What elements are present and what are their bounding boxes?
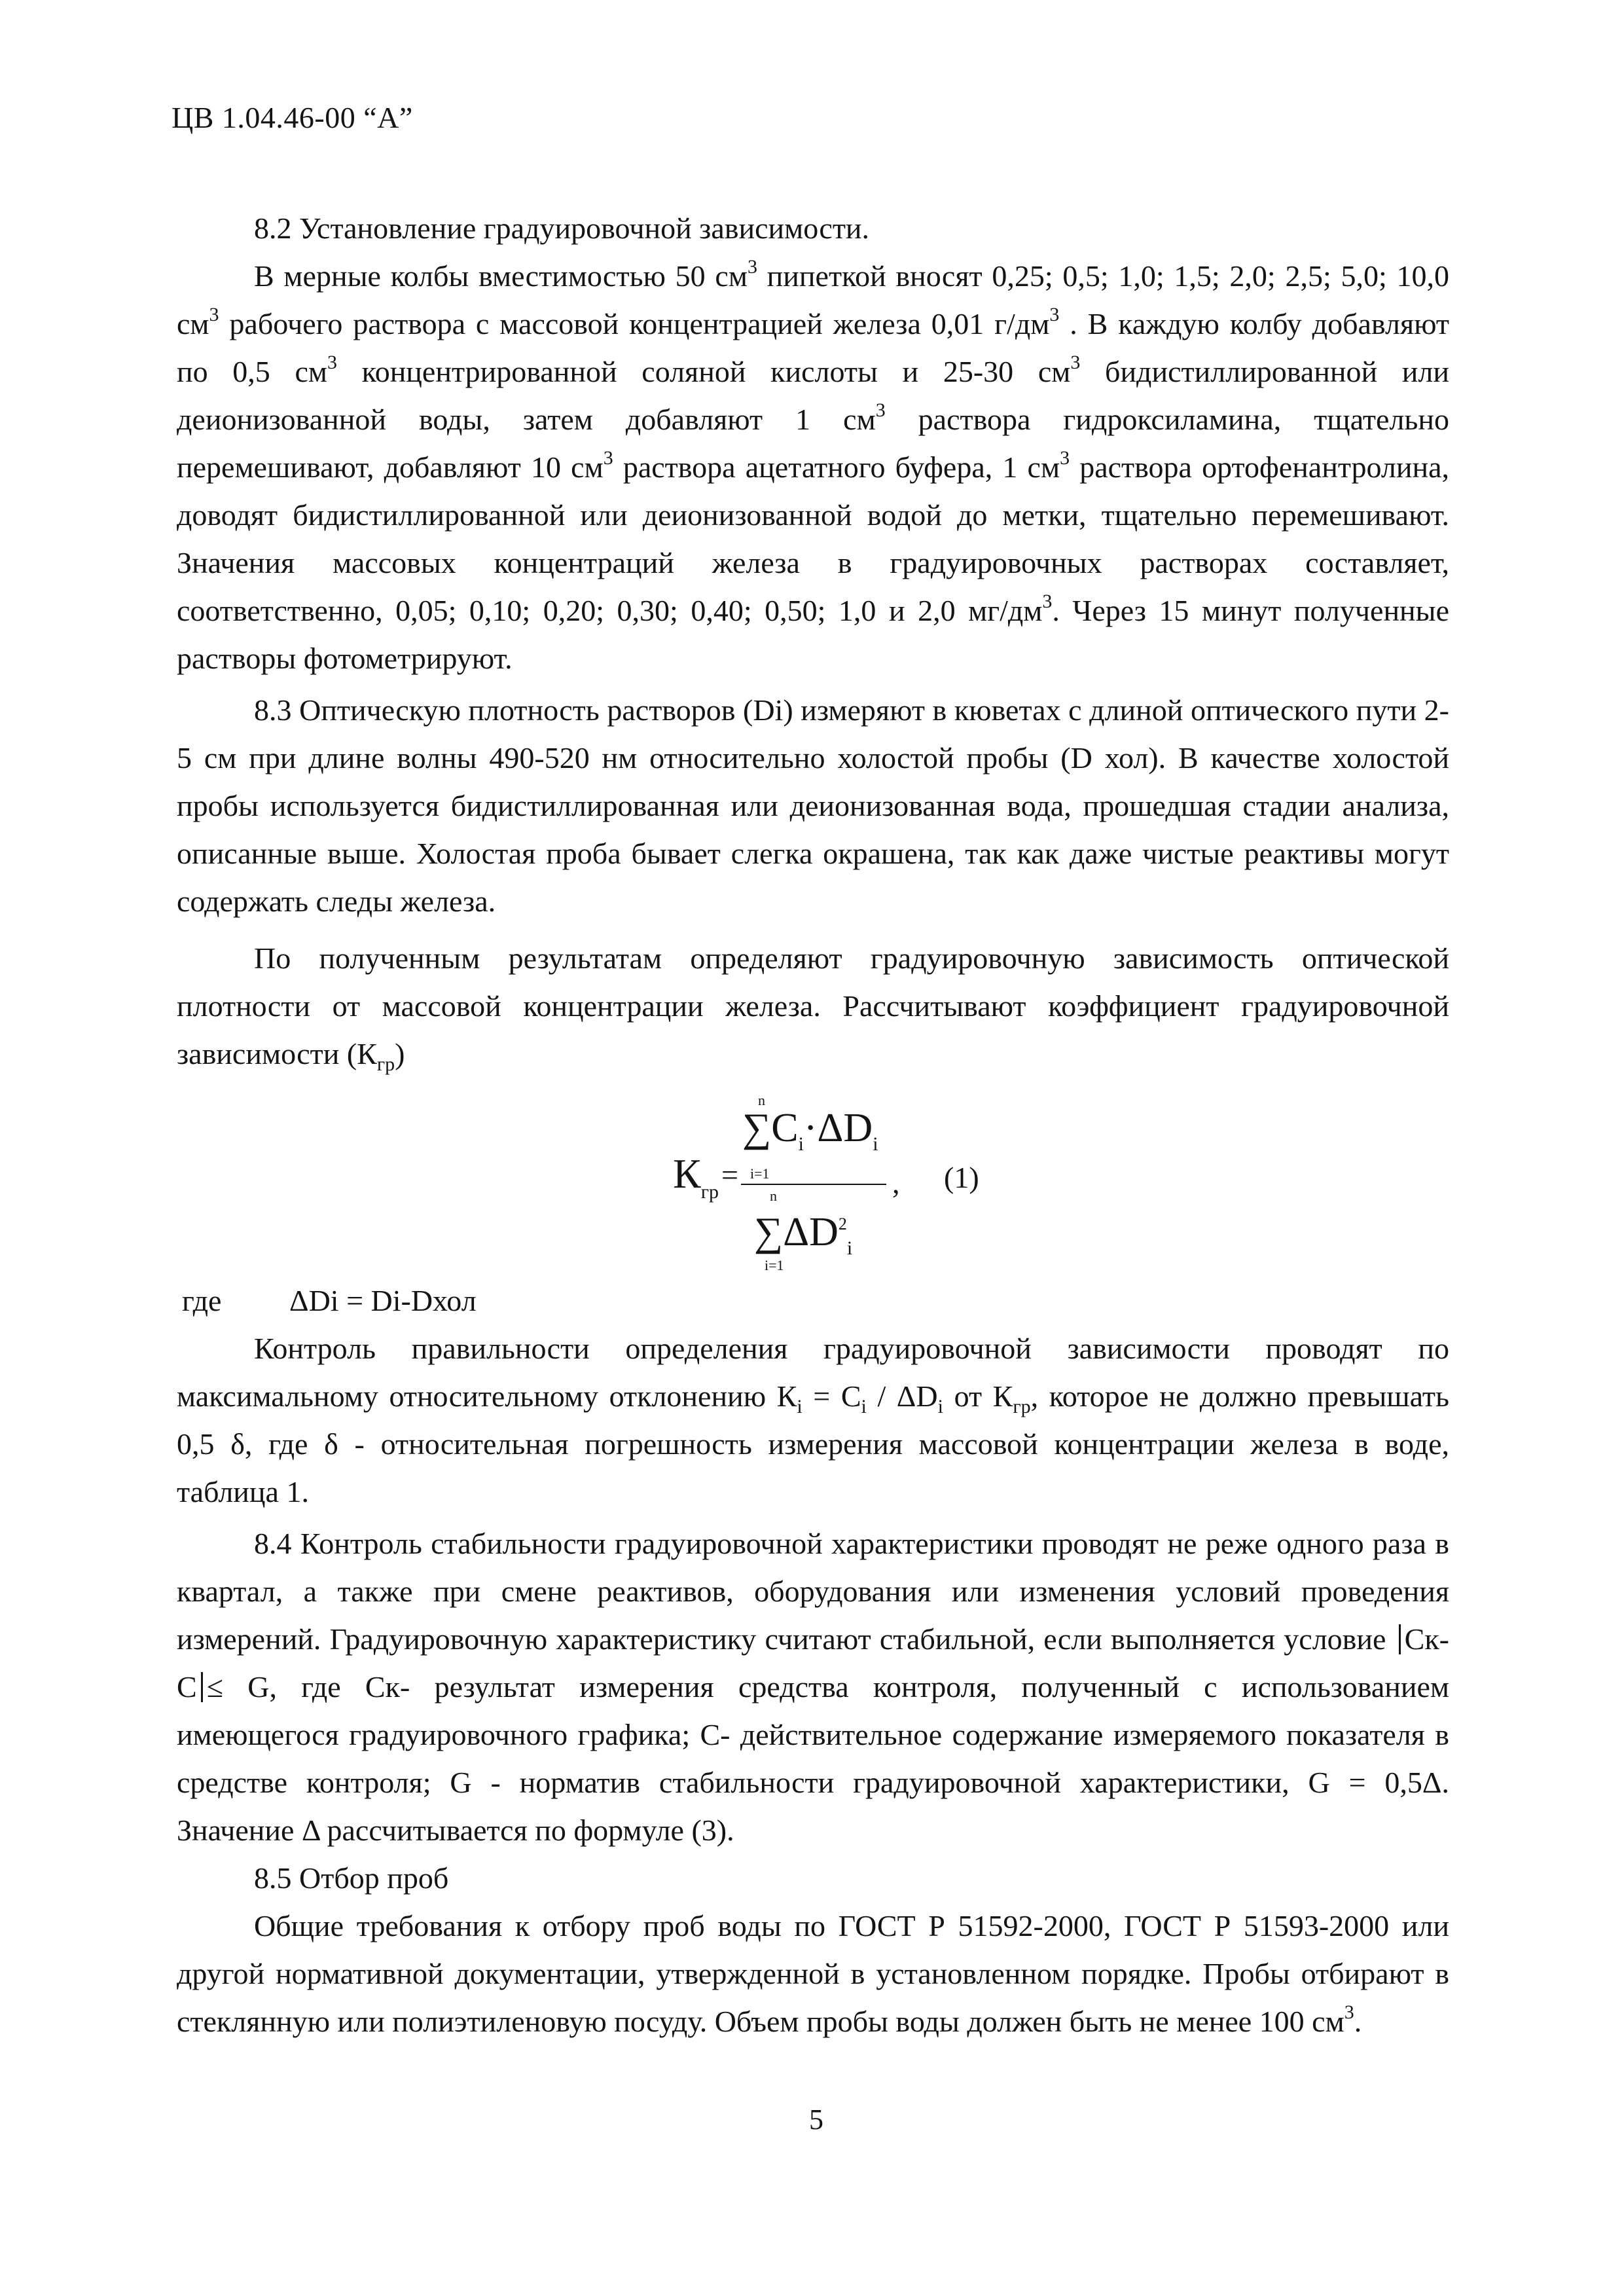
- numerator-upper-limit: n: [758, 1092, 765, 1108]
- section-8-4-paragraph: 8.4 Контроль стабильности градуировочной характеристики проводят не реже одного раза в квартал, а также при смене реактивов, оборудования или изменения условий проведения измерений. Градуировочную характеристику считают стабильной, если выполняется условие Ск-С ≤ G, где Ск- результат измерения средства контроля, полученный с использованием имеющегося градуировочного графика; С- действительное содержание измеряемого показателя в средстве контроля; G - норматив стабильности градуировочной характеристики, G = 0,5Δ. Значение Δ рассчитывается по формуле (3).: [177, 1527, 1449, 1847]
- page-number: 5: [809, 2104, 823, 2136]
- delta-d-definition: ΔDi = Di-Dхол: [289, 1284, 477, 1317]
- page-content: [177, 204, 1449, 2045]
- document-code: ЦВ 1.04.46-00 “А”: [171, 101, 413, 134]
- calibration-coefficient-formula: [661, 1080, 1054, 1277]
- formula-numerator: $\sum C_i\cdot\Delta D_i$: [742, 1106, 878, 1155]
- where-definition: [177, 1277, 1449, 1324]
- formula-k-symbol: $К_{гр}$: [673, 1150, 719, 1203]
- fraction-line: [741, 1184, 886, 1185]
- section-8-2-paragraph: В мерные колбы вместимостью 50 $см^3$ пипеткой вносят 0,25; 0,5; 1,0; 1,5; 2,0; 2,5; 5,0; 10,0 $см^3$ рабочего раствора с массовой концентрацией железа 0,01 $г/дм^3$ . В каждую колбу добавляют по 0,5 $см^3$ концентрированной соляной кислоты и 25-30 $см^3$ бидистиллированной или деионизованной воды, затем добавляют 1 $см^3$ раствора гидроксиламина, тщательно перемешивают, добавляют 10 $см^3$ раствора ацетатного буфера, 1 $см^3$ раствора ортофенантролина, доводят бидистиллированной или деионизованной водой до метки, тщательно перемешивают. Значения массовых концентраций железа в градуировочных растворах составляет, соответственно, 0,05; 0,10; 0,20; 0,30; 0,40; 0,50; 1,0 и 2,0 $мг/дм^3$. Через 15 минут полученные растворы фотометрируют.: [177, 256, 1450, 675]
- calibration-paragraph: По полученным результатам определяют градуировочную зависимость оптической плотности от массовой концентрации железа. Рассчитывают коэффициент градуировочной зависимости $(К_{гр})$: [177, 941, 1449, 1075]
- abs-bar-right: [201, 1672, 203, 1702]
- equation-number: (1): [944, 1161, 979, 1194]
- denominator-upper-limit: n: [770, 1188, 777, 1204]
- section-8-5-heading: 8.5 Отбор проб: [254, 1861, 449, 1895]
- formula-equals: =: [721, 1158, 738, 1192]
- denominator-lower-limit: i=1: [765, 1257, 784, 1273]
- formula-comma: ,: [892, 1166, 900, 1199]
- abs-bar-left: [1399, 1624, 1401, 1654]
- control-paragraph: Контроль правильности определения градуировочной зависимости проводят по максимальному относительному отклонению $К_i = C_i / \Delta D_i$ от $К_{гр}$, которое не должно превышать 0,5 δ, где δ - относительная погрешность измерения массовой концентрации железа в воде, таблица 1.: [177, 1332, 1449, 1508]
- section-8-3-paragraph: 8.3 Оптическую плотность растворов (Di) измеряют в кюветах с длиной оптического пути 2-5 см при длине волны 490-520 нм относительно холостой пробы (D хол). В качестве холостой пробы используется бидистиллированная или деионизованная вода, прошедшая стадии анализа, описанные выше. Холостая проба бывает слегка окрашена, так как даже чистые реактивы могут содержать следы железа.: [177, 693, 1449, 918]
- where-label: где: [182, 1284, 222, 1317]
- section-8-2-heading: 8.2 Установление градуировочной зависимости.: [254, 211, 870, 245]
- section-8-5-paragraph: Общие требования к отбору проб воды по ГОСТ Р 51592-2000, ГОСТ Р 51593-2000 или другой нормативной документации, утвержденной в установленном порядке. Пробы отбирают в стеклянную или полиэтиленовую посуду. Объем пробы воды должен быть не менее 100 $см^3$.: [177, 1909, 1449, 2038]
- numerator-lower-limit: i=1: [750, 1165, 770, 1182]
- formula-block: [177, 1080, 1449, 1277]
- formula-denominator: $\sum\Delta D^2_i$: [754, 1210, 853, 1259]
